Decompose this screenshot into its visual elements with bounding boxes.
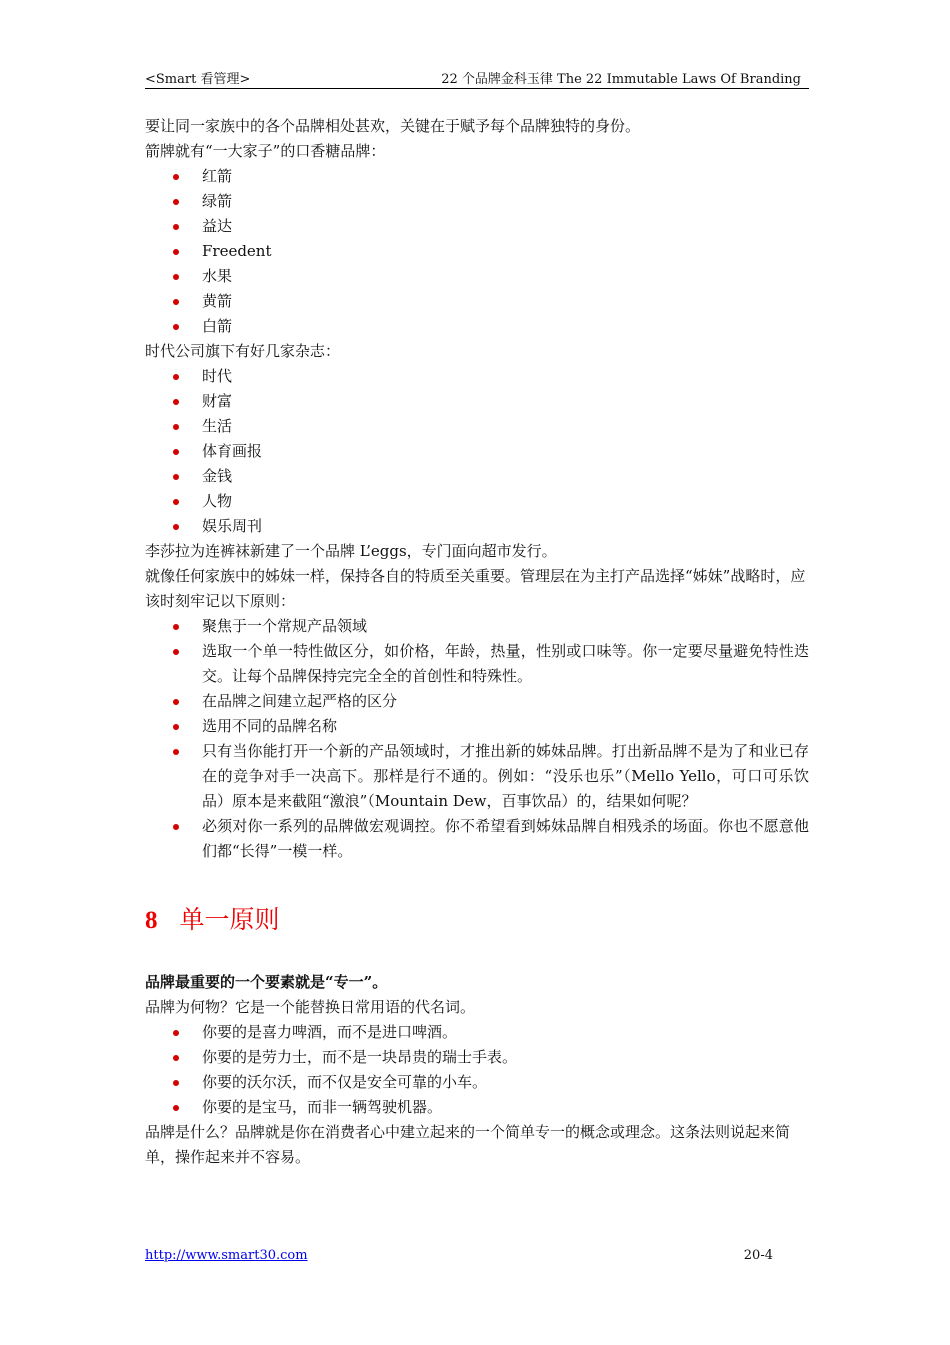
list-item: 人物 [145, 489, 809, 514]
paragraph: 箭牌就有“一大家子”的口香糖品牌： [145, 142, 386, 160]
list-item: 只有当你能打开一个新的产品领域时，才推出新的姊妹品牌。打出新品牌不是为了和业已存在的竞争对手一决高下。那样是行不通的。例如：“没乐也乐”（Mello Yello，可口可乐饮品）原本是来截阻“激浪”（Mountain Dew，百事饮品）的，结果如何呢？ [145, 739, 809, 814]
bullet-icon [173, 699, 179, 705]
bullet-icon [173, 424, 179, 430]
magazine-list [145, 364, 809, 539]
bullet-icon [173, 174, 179, 180]
page-header [145, 66, 809, 89]
bullet-icon [173, 749, 179, 755]
example-list [145, 1020, 809, 1120]
section-title: 单一原则 [179, 907, 280, 934]
list-item: 选用不同的品牌名称 [145, 714, 809, 739]
bullet-icon [173, 1055, 179, 1061]
list-item: 时代 [145, 364, 809, 389]
bullet-icon [173, 1080, 179, 1086]
bullet-icon [173, 324, 179, 330]
bullet-icon [173, 524, 179, 530]
list-item: Freedent [145, 239, 809, 264]
section-heading [145, 904, 809, 938]
footer-url-link[interactable]: http://www.smart30.com [145, 1248, 308, 1263]
list-item: 你要的是宝马，而非一辆驾驶机器。 [145, 1095, 809, 1120]
list-item: 绿箭 [145, 189, 809, 214]
list-item: 娱乐周刊 [145, 514, 809, 539]
paragraph: 品牌为何物？它是一个能替换日常用语的代名词。 [145, 998, 476, 1016]
bullet-icon [173, 499, 179, 505]
list-item: 你要的是劳力士，而不是一块昂贵的瑞士手表。 [145, 1045, 809, 1070]
list-item: 体育画报 [145, 439, 809, 464]
paragraph: 李莎拉为连裤袜新建了一个品牌 L’eggs，专门面向超市发行。 [145, 542, 557, 560]
paragraph: 要让同一家族中的各个品牌相处甚欢，关键在于赋予每个品牌独特的身份。 [145, 117, 641, 135]
section-number: 8 [145, 907, 158, 934]
list-item: 必须对你一系列的品牌做宏观调控。你不希望看到姊妹品牌自相残杀的场面。你也不愿意他们都“长得”一模一样。 [145, 814, 809, 864]
page-content [145, 114, 809, 1170]
bullet-icon [173, 649, 179, 655]
lead-paragraph: 品牌最重要的一个要素就是“专一”。 [145, 973, 388, 991]
list-item: 益达 [145, 214, 809, 239]
bullet-icon [173, 374, 179, 380]
list-item: 白箭 [145, 314, 809, 339]
page-footer [145, 1248, 773, 1263]
list-item: 黄箭 [145, 289, 809, 314]
list-item: 红箭 [145, 164, 809, 189]
header-left-title: <Smart 看管理> [145, 72, 251, 87]
principle-list [145, 614, 809, 864]
bullet-icon [173, 299, 179, 305]
bullet-icon [173, 724, 179, 730]
list-item: 选取一个单一特性做区分，如价格，年龄，热量，性别或口味等。你一定要尽量避免特性迭交。让每个品牌保持完完全全的首创性和特殊性。 [145, 639, 809, 689]
list-item: 聚焦于一个常规产品领域 [145, 614, 809, 639]
list-item: 水果 [145, 264, 809, 289]
bullet-icon [173, 399, 179, 405]
bullet-icon [173, 449, 179, 455]
header-right-title: 22 个品牌金科玉律 The 22 Immutable Laws Of Branding [441, 72, 801, 87]
bullet-icon [173, 474, 179, 480]
list-item: 你要的是喜力啤酒，而不是进口啤酒。 [145, 1020, 809, 1045]
bullet-icon [173, 1030, 179, 1036]
list-item: 财富 [145, 389, 809, 414]
paragraph: 品牌是什么？品牌就是你在消费者心中建立起来的一个简单专一的概念或理念。这条法则说起来简单，操作起来并不容易。 [145, 1123, 791, 1166]
bullet-icon [173, 624, 179, 630]
page-number: 20-4 [743, 1248, 773, 1263]
bullet-icon [173, 824, 179, 830]
paragraph: 时代公司旗下有好几家杂志： [145, 342, 341, 360]
list-item: 金钱 [145, 464, 809, 489]
list-item: 生活 [145, 414, 809, 439]
bullet-icon [173, 224, 179, 230]
list-item: 你要的沃尔沃，而不仅是安全可靠的小车。 [145, 1070, 809, 1095]
bullet-icon [173, 1105, 179, 1111]
bullet-icon [173, 274, 179, 280]
list-item: 在品牌之间建立起严格的区分 [145, 689, 809, 714]
bullet-icon [173, 249, 179, 255]
bullet-icon [173, 199, 179, 205]
paragraph: 就像任何家族中的姊妹一样，保持各自的特质至关重要。管理层在为主打产品选择“姊妹”战略时，应该时刻牢记以下原则： [145, 567, 806, 610]
gum-brand-list [145, 164, 809, 339]
